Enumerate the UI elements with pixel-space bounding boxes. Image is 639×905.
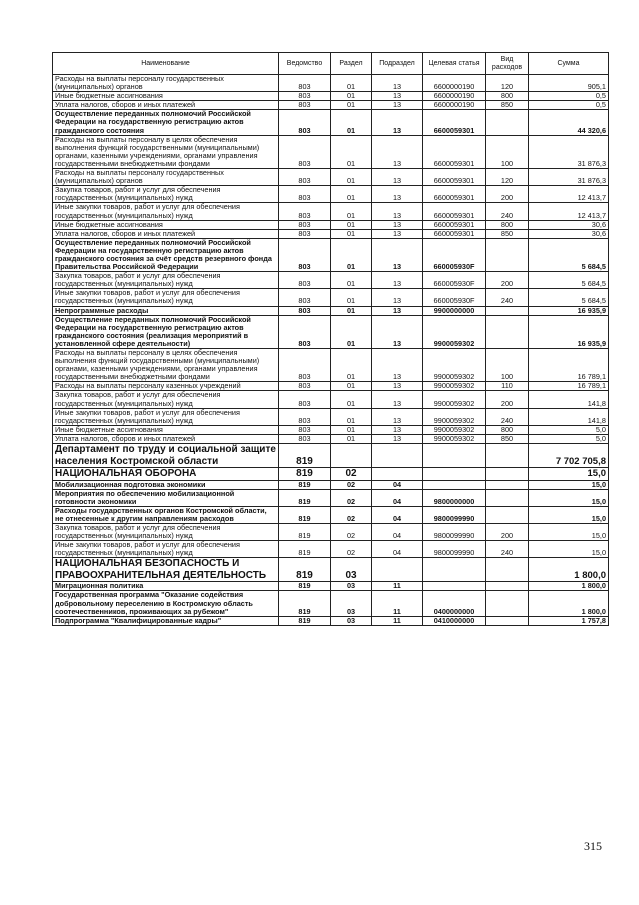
- cell-type: [486, 480, 529, 489]
- cell-sum: 15,0: [529, 524, 609, 541]
- cell-name: Расходы государственных органов Костромской области, не отнесенные к другим направлениям расходов: [53, 506, 279, 523]
- cell-type: 850: [486, 101, 529, 110]
- cell-type: 200: [486, 524, 529, 541]
- cell-type: 800: [486, 92, 529, 101]
- cell-type: [486, 616, 529, 625]
- cell-dept: 803: [279, 186, 331, 203]
- cell-name: Уплата налогов, сборов и иных платежей: [53, 101, 279, 110]
- cell-dept: 803: [279, 315, 331, 348]
- cell-dept: 803: [279, 272, 331, 289]
- cell-dept: 819: [279, 541, 331, 558]
- cell-target: 9800099990: [423, 541, 486, 558]
- cell-sum: 5,0: [529, 434, 609, 443]
- cell-sum: 0,5: [529, 101, 609, 110]
- cell-sum: 15,0: [529, 541, 609, 558]
- cell-name: Подпрограмма "Квалифицированные кадры": [53, 616, 279, 625]
- table-row: [53, 92, 609, 101]
- cell-name: Осуществление переданных полномочий Российской Федерации на государственную регистрацию актов гражданского состояния за счёт средств резервного фонда Правительства Российской Федерации: [53, 238, 279, 271]
- cell-dept: 803: [279, 289, 331, 306]
- cell-sum: 1 800,0: [529, 558, 609, 582]
- header-target: Целевая статья: [423, 53, 486, 75]
- cell-name: Государственная программа "Оказание содействия добровольному переселению в Костромскую область соотечественников, проживающих за рубежом": [53, 591, 279, 616]
- cell-name: Иные бюджетные ассигнования: [53, 220, 279, 229]
- cell-dept: 819: [279, 489, 331, 506]
- cell-sum: 16 935,9: [529, 315, 609, 348]
- cell-target: [423, 468, 486, 481]
- cell-sum: 12 413,7: [529, 203, 609, 220]
- cell-sec: 01: [331, 135, 372, 168]
- cell-dept: 819: [279, 444, 331, 468]
- cell-name: НАЦИОНАЛЬНАЯ ОБОРОНА: [53, 468, 279, 481]
- cell-target: 9900059302: [423, 315, 486, 348]
- header-sum: Сумма: [529, 53, 609, 75]
- cell-sub: 11: [372, 616, 423, 625]
- cell-name: Уплата налогов, сборов и иных платежей: [53, 229, 279, 238]
- cell-sum: 5 684,5: [529, 238, 609, 271]
- cell-sec: 01: [331, 382, 372, 391]
- cell-sec: 02: [331, 541, 372, 558]
- cell-name: НАЦИОНАЛЬНАЯ БЕЗОПАСНОСТЬ И ПРАВООХРАНИТЕЛЬНАЯ ДЕЯТЕЛЬНОСТЬ: [53, 558, 279, 582]
- table-row: [53, 582, 609, 591]
- table-row: [53, 480, 609, 489]
- cell-target: 9900059302: [423, 425, 486, 434]
- cell-name: Осуществление переданных полномочий Российской Федерации на государственную регистрацию актов гражданского состояния (реализация мероприятий в установленной сфере деятельности): [53, 315, 279, 348]
- cell-sum: 16 935,9: [529, 306, 609, 315]
- cell-target: 660005930F: [423, 272, 486, 289]
- cell-dept: 803: [279, 169, 331, 186]
- cell-dept: 803: [279, 75, 331, 92]
- cell-sum: 1 800,0: [529, 591, 609, 616]
- cell-sub: 13: [372, 434, 423, 443]
- cell-dept: 803: [279, 101, 331, 110]
- cell-sec: 03: [331, 582, 372, 591]
- cell-type: [486, 506, 529, 523]
- cell-dept: 803: [279, 306, 331, 315]
- cell-sub: 13: [372, 75, 423, 92]
- cell-target: [423, 444, 486, 468]
- cell-name: Мобилизационная подготовка экономики: [53, 480, 279, 489]
- cell-target: 660005930F: [423, 289, 486, 306]
- cell-target: 9800099990: [423, 506, 486, 523]
- cell-sum: 16 789,1: [529, 382, 609, 391]
- cell-sub: [372, 468, 423, 481]
- cell-sec: 03: [331, 558, 372, 582]
- cell-sub: 04: [372, 506, 423, 523]
- cell-dept: 803: [279, 434, 331, 443]
- cell-type: [486, 558, 529, 582]
- cell-sum: 31 876,3: [529, 135, 609, 168]
- cell-target: 9900059302: [423, 408, 486, 425]
- budget-table: [52, 52, 609, 626]
- table-row: [53, 489, 609, 506]
- table-row: [53, 186, 609, 203]
- table-row: [53, 101, 609, 110]
- cell-sub: 04: [372, 524, 423, 541]
- cell-name: Иные закупки товаров, работ и услуг для обеспечения государственных (муниципальных) нужд: [53, 203, 279, 220]
- cell-sec: 03: [331, 591, 372, 616]
- cell-sub: 04: [372, 541, 423, 558]
- cell-type: 120: [486, 169, 529, 186]
- cell-target: 9900059302: [423, 391, 486, 408]
- cell-target: 6600059301: [423, 110, 486, 135]
- cell-target: 6600059301: [423, 220, 486, 229]
- cell-type: [486, 306, 529, 315]
- cell-sub: 13: [372, 169, 423, 186]
- cell-name: Закупка товаров, работ и услуг для обеспечения государственных (муниципальных) нужд: [53, 524, 279, 541]
- cell-type: 800: [486, 425, 529, 434]
- cell-sum: 30,6: [529, 220, 609, 229]
- cell-name: Расходы на выплаты персоналу государственных (муниципальных) органов: [53, 169, 279, 186]
- cell-sec: 01: [331, 434, 372, 443]
- cell-sub: 13: [372, 238, 423, 271]
- table-row: [53, 169, 609, 186]
- table-row: [53, 135, 609, 168]
- cell-sum: 1 800,0: [529, 582, 609, 591]
- cell-sec: 01: [331, 315, 372, 348]
- cell-type: [486, 238, 529, 271]
- cell-sec: 03: [331, 616, 372, 625]
- cell-type: [486, 591, 529, 616]
- table-row: [53, 289, 609, 306]
- cell-sec: 01: [331, 75, 372, 92]
- table-row: [53, 506, 609, 523]
- cell-sum: 1 757,8: [529, 616, 609, 625]
- table-row: [53, 425, 609, 434]
- cell-sub: 13: [372, 220, 423, 229]
- cell-sub: [372, 558, 423, 582]
- header-row: [53, 53, 609, 75]
- cell-type: 200: [486, 186, 529, 203]
- cell-type: [486, 582, 529, 591]
- cell-target: 6600059301: [423, 186, 486, 203]
- cell-sub: 13: [372, 135, 423, 168]
- cell-name: Расходы на выплаты персоналу государственных (муниципальных) органов: [53, 75, 279, 92]
- cell-dept: 819: [279, 506, 331, 523]
- cell-sec: 01: [331, 425, 372, 434]
- cell-target: 6600059301: [423, 169, 486, 186]
- cell-sum: 5,0: [529, 425, 609, 434]
- cell-type: 240: [486, 289, 529, 306]
- cell-type: 240: [486, 408, 529, 425]
- cell-sub: 11: [372, 591, 423, 616]
- table-row: [53, 524, 609, 541]
- cell-sec: 02: [331, 468, 372, 481]
- table-row: [53, 315, 609, 348]
- table-row: [53, 306, 609, 315]
- cell-type: 200: [486, 272, 529, 289]
- table-row: [53, 408, 609, 425]
- cell-sec: 01: [331, 238, 372, 271]
- cell-dept: 803: [279, 349, 331, 382]
- cell-type: 120: [486, 75, 529, 92]
- cell-sum: 15,0: [529, 506, 609, 523]
- cell-dept: 819: [279, 524, 331, 541]
- cell-target: 6600059301: [423, 229, 486, 238]
- cell-name: Уплата налогов, сборов и иных платежей: [53, 434, 279, 443]
- cell-sub: 13: [372, 306, 423, 315]
- cell-type: [486, 468, 529, 481]
- cell-type: [486, 315, 529, 348]
- cell-sub: 13: [372, 92, 423, 101]
- cell-target: 660005930F: [423, 238, 486, 271]
- cell-target: 0410000000: [423, 616, 486, 625]
- cell-type: 850: [486, 434, 529, 443]
- cell-sum: 15,0: [529, 480, 609, 489]
- cell-target: 9900059302: [423, 382, 486, 391]
- table-row: [53, 468, 609, 481]
- table-row: [53, 110, 609, 135]
- cell-name: Мероприятия по обеспечению мобилизационной готовности экономики: [53, 489, 279, 506]
- page-number: 315: [584, 839, 602, 853]
- table-row: [53, 349, 609, 382]
- table-row: [53, 229, 609, 238]
- cell-sub: 13: [372, 408, 423, 425]
- table-row: [53, 382, 609, 391]
- cell-dept: 803: [279, 203, 331, 220]
- table-row: [53, 272, 609, 289]
- table-row: [53, 238, 609, 271]
- cell-name: Иные закупки товаров, работ и услуг для обеспечения государственных (муниципальных) нужд: [53, 541, 279, 558]
- cell-sec: 01: [331, 391, 372, 408]
- cell-sub: 13: [372, 229, 423, 238]
- cell-dept: 819: [279, 480, 331, 489]
- cell-dept: 803: [279, 220, 331, 229]
- cell-sub: 04: [372, 489, 423, 506]
- cell-dept: 803: [279, 425, 331, 434]
- cell-sum: 5 684,5: [529, 272, 609, 289]
- table-row: [53, 444, 609, 468]
- header-type: Вид расходов: [486, 53, 529, 75]
- cell-dept: 803: [279, 229, 331, 238]
- cell-target: [423, 558, 486, 582]
- cell-sec: 01: [331, 186, 372, 203]
- header-dept: Ведомство: [279, 53, 331, 75]
- header-name: Наименование: [53, 53, 279, 75]
- table-row: [53, 203, 609, 220]
- cell-sum: 141,8: [529, 391, 609, 408]
- cell-sub: 11: [372, 582, 423, 591]
- cell-type: 240: [486, 203, 529, 220]
- cell-target: [423, 582, 486, 591]
- cell-name: Расходы на выплаты персоналу казенных учреждений: [53, 382, 279, 391]
- cell-type: [486, 110, 529, 135]
- cell-type: 850: [486, 229, 529, 238]
- cell-sum: 5 684,5: [529, 289, 609, 306]
- cell-sub: 13: [372, 272, 423, 289]
- table-row: [53, 616, 609, 625]
- cell-dept: 803: [279, 110, 331, 135]
- cell-sum: 16 789,1: [529, 349, 609, 382]
- cell-sub: [372, 444, 423, 468]
- cell-target: 9800099990: [423, 524, 486, 541]
- cell-target: 9900000000: [423, 306, 486, 315]
- cell-type: 100: [486, 349, 529, 382]
- table-row: [53, 220, 609, 229]
- cell-sec: 01: [331, 272, 372, 289]
- cell-type: 240: [486, 541, 529, 558]
- table-row: [53, 541, 609, 558]
- cell-dept: 819: [279, 558, 331, 582]
- cell-name: Расходы на выплаты персоналу в целях обеспечения выполнения функций государственными (муниципальными) органами, казенными учреждениями, органами управления государственными внебюджетными фондами: [53, 349, 279, 382]
- cell-sec: 01: [331, 92, 372, 101]
- cell-target: 9900059302: [423, 349, 486, 382]
- cell-sub: 13: [372, 203, 423, 220]
- cell-sub: 13: [372, 101, 423, 110]
- cell-target: 6600059301: [423, 135, 486, 168]
- table-row: [53, 434, 609, 443]
- cell-target: 6600000190: [423, 75, 486, 92]
- cell-name: Иные бюджетные ассигнования: [53, 92, 279, 101]
- cell-target: 6600000190: [423, 92, 486, 101]
- cell-dept: 803: [279, 92, 331, 101]
- cell-sum: 12 413,7: [529, 186, 609, 203]
- cell-sum: 15,0: [529, 468, 609, 481]
- cell-sub: 13: [372, 391, 423, 408]
- cell-target: 0400000000: [423, 591, 486, 616]
- cell-type: 100: [486, 135, 529, 168]
- table-row: [53, 558, 609, 582]
- cell-target: 9900059302: [423, 434, 486, 443]
- cell-sub: 13: [372, 110, 423, 135]
- cell-name: Иные бюджетные ассигнования: [53, 425, 279, 434]
- cell-sum: 0,5: [529, 92, 609, 101]
- cell-type: 800: [486, 220, 529, 229]
- cell-dept: 819: [279, 468, 331, 481]
- cell-dept: 803: [279, 382, 331, 391]
- cell-sub: 13: [372, 315, 423, 348]
- cell-sub: 13: [372, 349, 423, 382]
- cell-target: 6600000190: [423, 101, 486, 110]
- table-row: [53, 75, 609, 92]
- cell-name: Департамент по труду и социальной защите населения Костромской области: [53, 444, 279, 468]
- cell-type: 110: [486, 382, 529, 391]
- cell-target: [423, 480, 486, 489]
- cell-sum: 7 702 705,8: [529, 444, 609, 468]
- cell-sub: 13: [372, 425, 423, 434]
- table-body: [53, 75, 609, 626]
- cell-sec: 01: [331, 169, 372, 186]
- cell-sum: 905,1: [529, 75, 609, 92]
- cell-sum: 141,8: [529, 408, 609, 425]
- cell-sec: 01: [331, 306, 372, 315]
- cell-sum: 44 320,6: [529, 110, 609, 135]
- cell-sum: 15,0: [529, 489, 609, 506]
- cell-sub: 13: [372, 289, 423, 306]
- table-row: [53, 391, 609, 408]
- cell-type: [486, 489, 529, 506]
- cell-sec: 02: [331, 489, 372, 506]
- cell-sec: 01: [331, 101, 372, 110]
- cell-target: 6600059301: [423, 203, 486, 220]
- cell-sec: 01: [331, 229, 372, 238]
- cell-sec: 01: [331, 289, 372, 306]
- header-section: Раздел: [331, 53, 372, 75]
- header-subsection: Подраздел: [372, 53, 423, 75]
- cell-sec: 02: [331, 480, 372, 489]
- cell-name: Миграционная политика: [53, 582, 279, 591]
- cell-sum: 31 876,3: [529, 169, 609, 186]
- cell-type: 200: [486, 391, 529, 408]
- cell-sec: 01: [331, 203, 372, 220]
- cell-target: 9800000000: [423, 489, 486, 506]
- cell-dept: 803: [279, 238, 331, 271]
- cell-type: [486, 444, 529, 468]
- cell-name: Расходы на выплаты персоналу в целях обеспечения выполнения функций государственными (муниципальными) органами, казенными учреждениями, органами управления государственными внебюджетными фондами: [53, 135, 279, 168]
- cell-sub: 13: [372, 186, 423, 203]
- cell-sec: 01: [331, 408, 372, 425]
- cell-name: Закупка товаров, работ и услуг для обеспечения государственных (муниципальных) нужд: [53, 186, 279, 203]
- cell-name: Иные закупки товаров, работ и услуг для обеспечения государственных (муниципальных) нужд: [53, 289, 279, 306]
- cell-sub: 13: [372, 382, 423, 391]
- cell-sec: 01: [331, 110, 372, 135]
- cell-dept: 803: [279, 135, 331, 168]
- cell-sec: 01: [331, 349, 372, 382]
- cell-sec: [331, 444, 372, 468]
- cell-name: Закупка товаров, работ и услуг для обеспечения государственных (муниципальных) нужд: [53, 391, 279, 408]
- cell-sec: 02: [331, 506, 372, 523]
- cell-sub: 04: [372, 480, 423, 489]
- cell-dept: 803: [279, 408, 331, 425]
- cell-dept: 819: [279, 591, 331, 616]
- cell-sec: 02: [331, 524, 372, 541]
- cell-name: Непрограммные расходы: [53, 306, 279, 315]
- cell-name: Осуществление переданных полномочий Российской Федерации на государственную регистрацию актов гражданского состояния: [53, 110, 279, 135]
- cell-sum: 30,6: [529, 229, 609, 238]
- cell-dept: 819: [279, 582, 331, 591]
- cell-name: Иные закупки товаров, работ и услуг для обеспечения государственных (муниципальных) нужд: [53, 408, 279, 425]
- cell-sec: 01: [331, 220, 372, 229]
- cell-dept: 819: [279, 616, 331, 625]
- cell-name: Закупка товаров, работ и услуг для обеспечения государственных (муниципальных) нужд: [53, 272, 279, 289]
- cell-dept: 803: [279, 391, 331, 408]
- table-row: [53, 591, 609, 616]
